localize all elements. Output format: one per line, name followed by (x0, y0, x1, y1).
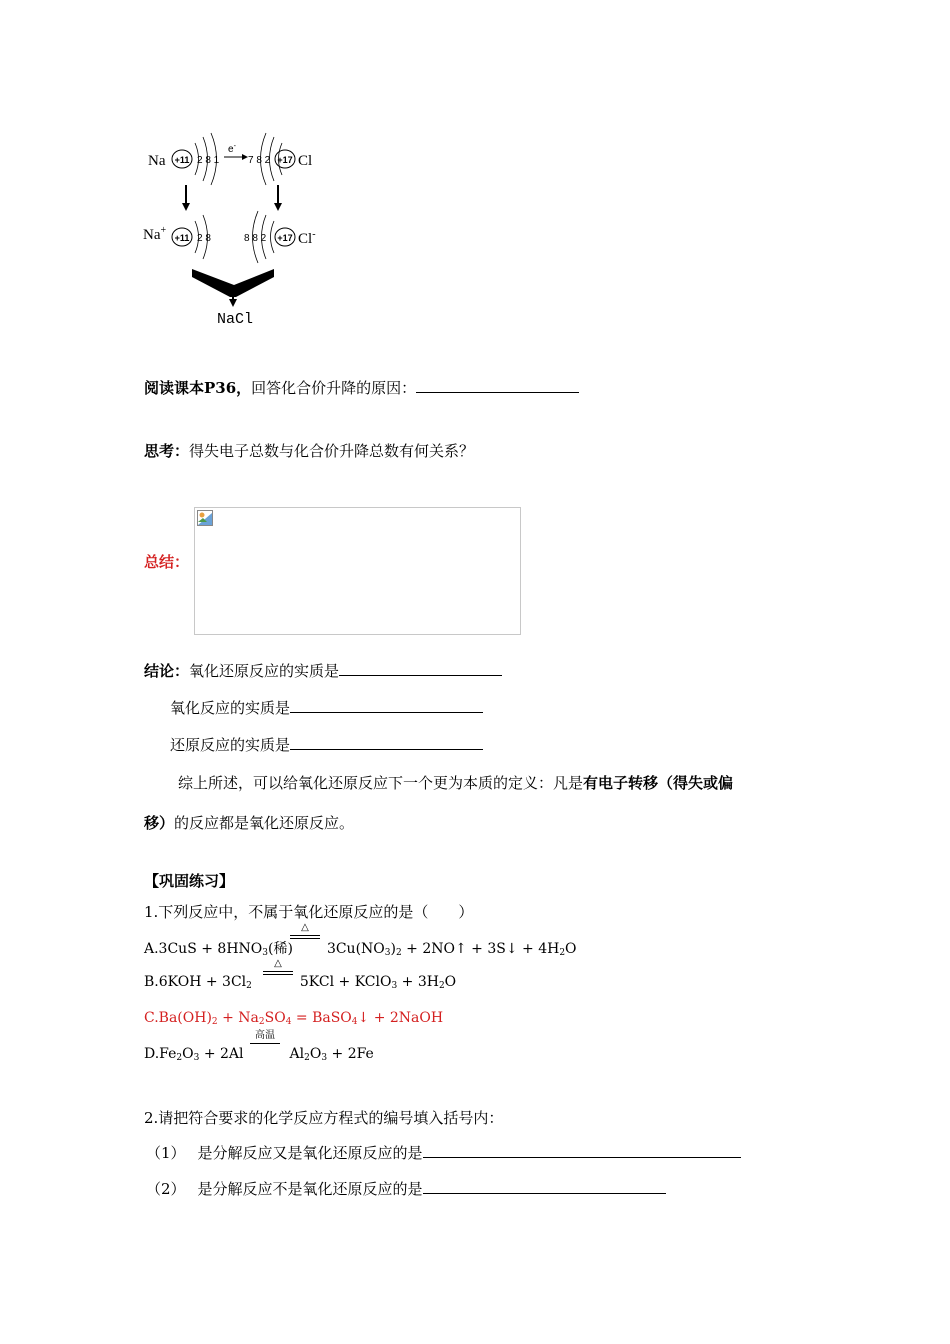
na-atom-label: Na (148, 153, 166, 169)
practice-heading: 【巩固练习】 (144, 872, 235, 890)
reaction-condition-a (290, 923, 320, 939)
answer-blank[interactable] (423, 1143, 741, 1158)
question-2-part-2 (146, 1178, 666, 1199)
electron-label: e- (228, 143, 236, 155)
think-question (144, 440, 474, 461)
conclusion-line-2 (170, 697, 483, 718)
broken-image-icon (197, 510, 213, 526)
conclusion-text-3: 还原反应的实质是 (170, 736, 291, 754)
na-ion-nucleus: +11 (174, 233, 190, 243)
option-b[interactable]: $B.6KOH + 3Cl_2$ 5KCl + KClO$_3$ + $3H_2O$ (144, 974, 457, 991)
answer-blank[interactable] (416, 378, 579, 393)
option-d[interactable]: $D.Fe_2O_3 + 2Al$ $Al_2O_3 + 2Fe$ (144, 1046, 374, 1063)
cl-nucleus: +17 (277, 155, 293, 165)
read-text: 回答化合价升降的原因： (251, 379, 417, 397)
question-1: 1.下列反应中，不属于氧化还原反应的是（ ） (144, 903, 474, 921)
definition-bold-2: 移） (144, 814, 175, 832)
answer-blank[interactable] (339, 661, 502, 676)
cl-ion-nucleus: +17 (277, 233, 293, 243)
definition-bold: 有电子转移（得失或偏 (583, 774, 734, 792)
definition-line-2 (144, 812, 354, 833)
high-temp-label: 高温 (255, 1030, 275, 1041)
conclusion-text-1: 氧化还原反应的实质是 (189, 662, 340, 680)
product-label: NaCl (216, 311, 254, 328)
part-text: 是分解反应不是氧化还原反应的是 (197, 1180, 423, 1198)
summary-label: 总结： (144, 553, 190, 571)
think-text: 得失电子总数与化合价升降总数有何关系？ (189, 442, 475, 460)
part-number: （2） (146, 1180, 186, 1198)
na-nucleus: +11 (174, 155, 190, 165)
cl-ion-shells: 8 8 2 (244, 233, 267, 244)
conclusion-line-1 (144, 660, 502, 681)
answer-blank[interactable] (423, 1179, 666, 1194)
read-question (144, 377, 579, 398)
ionic-bond-diagram (140, 125, 340, 335)
answer-blank[interactable] (290, 698, 483, 713)
think-lead: 思考： (144, 442, 190, 460)
conclusion-text-2: 氧化反应的实质是 (170, 699, 291, 717)
option-a[interactable]: $A.3CuS + 8HNO_3$(稀) $3Cu(NO_3)_2$ + 2NO↑ + 3S↓ + $4H_2O$ (144, 941, 577, 958)
answer-blank[interactable] (290, 735, 483, 750)
na-shells: 2 8 1 (197, 155, 220, 166)
heat-symbol: △ (301, 922, 309, 933)
cl-ion-label: Cl- (298, 229, 316, 247)
conclusion-line-3 (170, 734, 483, 755)
na-ion-shells: 2 8 (197, 233, 211, 244)
heat-symbol: △ (274, 958, 282, 969)
summary-image-placeholder (194, 507, 521, 635)
cl-shells: 7 8 2 (248, 155, 271, 166)
question-2-part-1 (146, 1142, 741, 1163)
definition-line-1 (178, 772, 733, 793)
na-ion-label: Na+ (143, 225, 167, 243)
conclusion-lead: 结论： (144, 662, 190, 680)
definition-text-2: 的反应都是氧化还原反应。 (174, 814, 355, 832)
definition-text: 综上所述，可以给氧化还原反应下一个更为本质的定义：凡是 (178, 774, 584, 792)
cl-atom-label: Cl (298, 153, 313, 169)
read-lead: 阅读课本P36， (144, 379, 252, 397)
part-text: 是分解反应又是氧化还原反应的是 (197, 1144, 423, 1162)
question-2: 2.请把符合要求的化学反应方程式的编号填入括号内： (144, 1109, 504, 1127)
part-number: （1） (146, 1144, 186, 1162)
reaction-condition-d (250, 1031, 280, 1044)
option-c[interactable]: $C.Ba(OH)_2 + Na_2SO_4$ = BaSO$_4$↓ + 2NaOH (144, 1010, 444, 1027)
reaction-condition-b (263, 959, 293, 975)
